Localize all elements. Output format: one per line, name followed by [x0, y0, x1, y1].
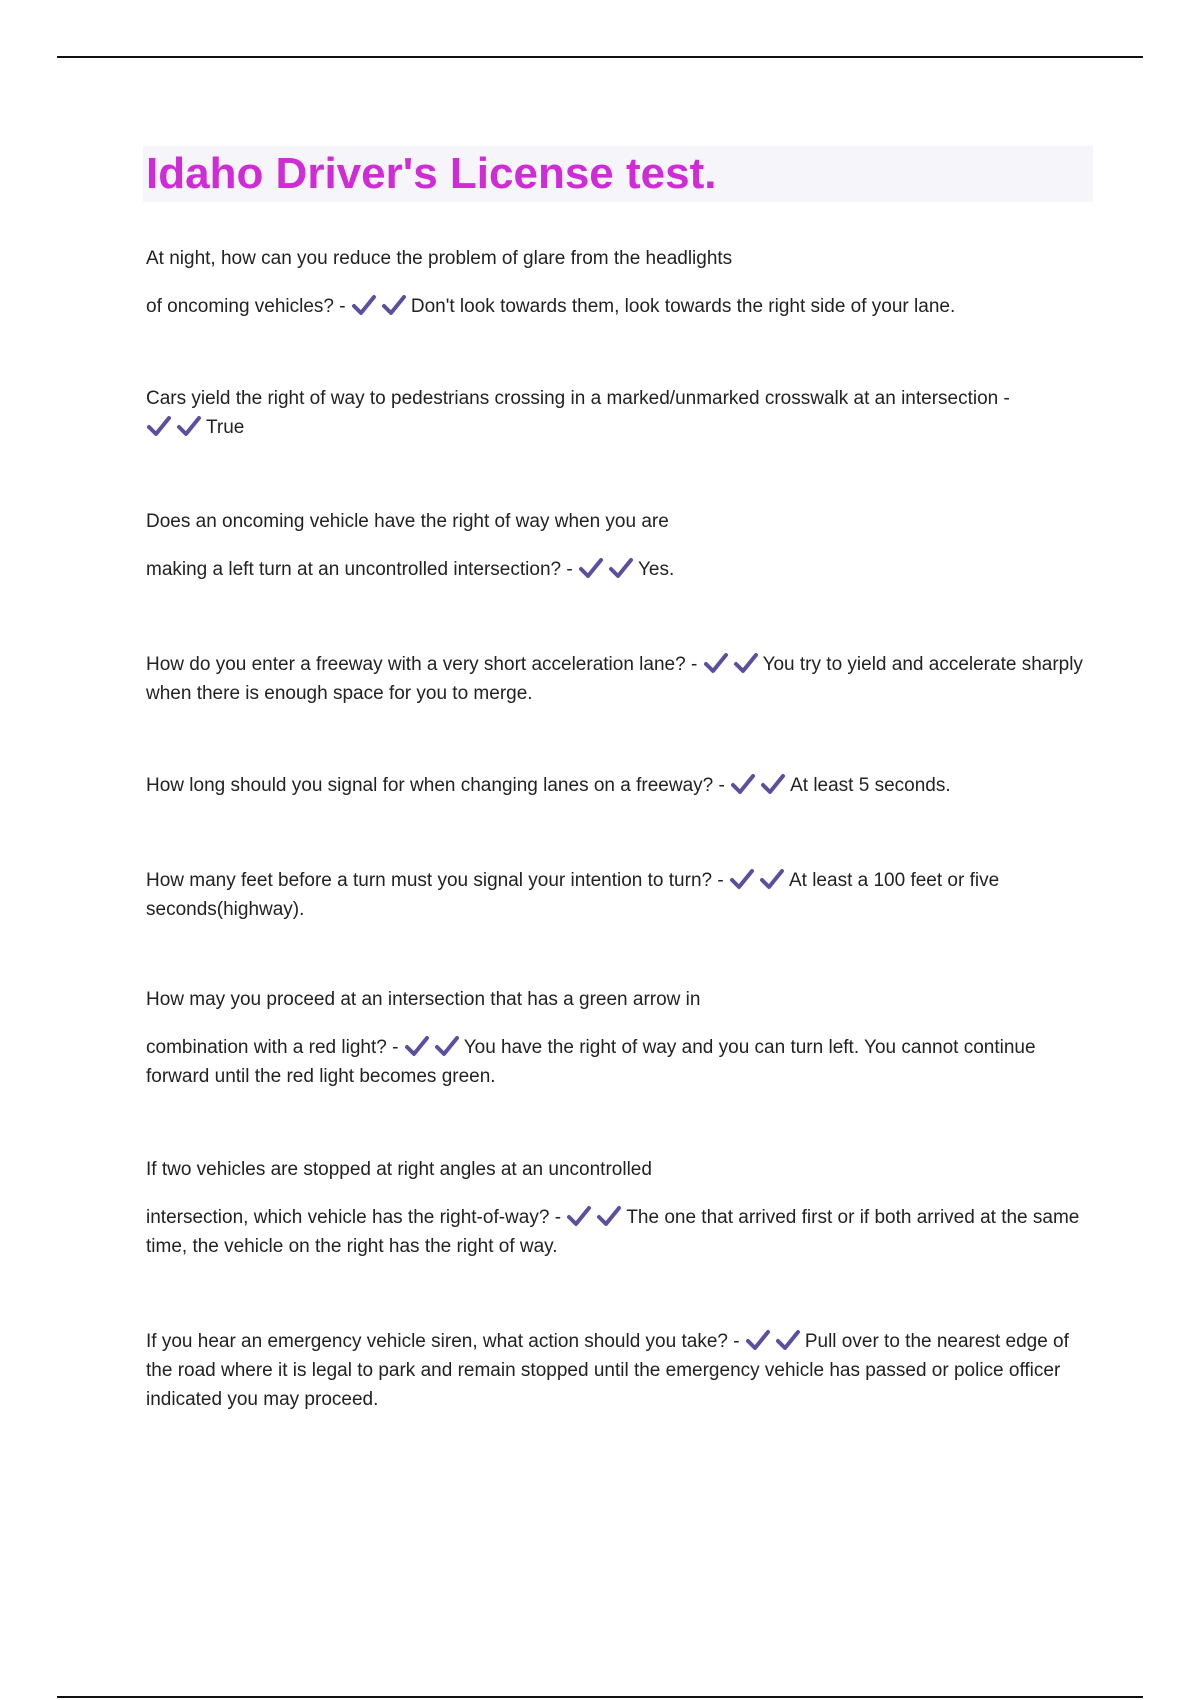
question-line: intersection, which vehicle has the right-of-way? - — [146, 1207, 562, 1228]
question-line: making a left turn at an uncontrolled intersection? - — [146, 559, 573, 580]
checkmark-icon — [760, 773, 786, 795]
answer-text: Pull over to the nearest edge of the road where it is legal to park and remain stopped until the emergency vehicle has passed or police officer indicated you may proceed. — [146, 1331, 1069, 1410]
qa-item — [146, 507, 1086, 584]
checkmark-icon — [381, 294, 407, 316]
answer-text: The one that arrived first or if both arrived at the same time, the vehicle on the right has the right of way. — [146, 1207, 1080, 1257]
checkmark-icon — [434, 1035, 460, 1057]
checkmark-icon — [404, 1035, 430, 1057]
qa-item — [146, 384, 1086, 442]
question-line: of oncoming vehicles? - — [146, 296, 346, 317]
checkmark-icon — [775, 1329, 801, 1351]
qa-item — [146, 866, 1086, 924]
checkmark-icon — [729, 868, 755, 890]
checkmark-icon — [146, 415, 172, 437]
question-line: At night, how can you reduce the problem of glare from the headlights — [146, 248, 733, 269]
checkmark-icon — [566, 1205, 592, 1227]
double-check-icon — [351, 294, 407, 316]
checkmark-icon — [578, 557, 604, 579]
answer-text: At least 5 seconds. — [790, 775, 951, 796]
question-line: combination with a red light? - — [146, 1037, 399, 1058]
question-line: How do you enter a freeway with a very short acceleration lane? - — [146, 654, 698, 675]
checkmark-icon — [596, 1205, 622, 1227]
checkmark-icon — [703, 652, 729, 674]
question-line: Cars yield the right of way to pedestrians crossing in a marked/unmarked crosswalk at an intersection - — [146, 388, 1010, 409]
double-check-icon — [146, 415, 202, 437]
qa-item — [146, 1155, 1086, 1261]
qa-item — [146, 985, 1086, 1091]
answer-text: You have the right of way and you can turn left. You cannot continue forward until the red light becomes green. — [146, 1037, 1036, 1087]
checkmark-icon — [745, 1329, 771, 1351]
question-line: If two vehicles are stopped at right angles at an uncontrolled — [146, 1159, 652, 1180]
checkmark-icon — [176, 415, 202, 437]
qa-item — [146, 244, 1086, 321]
double-check-icon — [745, 1329, 801, 1351]
question-line: Does an oncoming vehicle have the right of way when you are — [146, 511, 669, 532]
question-line: If you hear an emergency vehicle siren, what action should you take? - — [146, 1331, 740, 1352]
double-check-icon — [566, 1205, 622, 1227]
checkmark-icon — [733, 652, 759, 674]
question-line: How long should you signal for when changing lanes on a freeway? - — [146, 775, 725, 796]
top-divider — [57, 56, 1143, 58]
page-title: Idaho Driver's License test. — [146, 149, 717, 198]
answer-text: True — [206, 417, 245, 438]
qa-item — [146, 1327, 1086, 1414]
answer-text: Yes. — [637, 559, 675, 580]
double-check-icon — [404, 1035, 460, 1057]
double-check-icon — [730, 773, 786, 795]
checkmark-icon — [759, 868, 785, 890]
double-check-icon — [578, 557, 634, 579]
double-check-icon — [703, 652, 759, 674]
qa-item — [146, 650, 1086, 708]
bottom-divider — [57, 1696, 1143, 1698]
checkmark-icon — [608, 557, 634, 579]
question-line: How may you proceed at an intersection that has a green arrow in — [146, 989, 701, 1010]
double-check-icon — [729, 868, 785, 890]
question-line: How many feet before a turn must you signal your intention to turn? - — [146, 870, 724, 891]
qa-item — [146, 771, 1086, 800]
checkmark-icon — [730, 773, 756, 795]
answer-text: Don't look towards them, look towards the right side of your lane. — [410, 296, 956, 317]
checkmark-icon — [351, 294, 377, 316]
answer-text: You try to yield and accelerate sharply when there is enough space for you to merge. — [146, 654, 1083, 704]
answer-text: At least a 100 feet or five seconds(highway). — [146, 870, 1000, 920]
